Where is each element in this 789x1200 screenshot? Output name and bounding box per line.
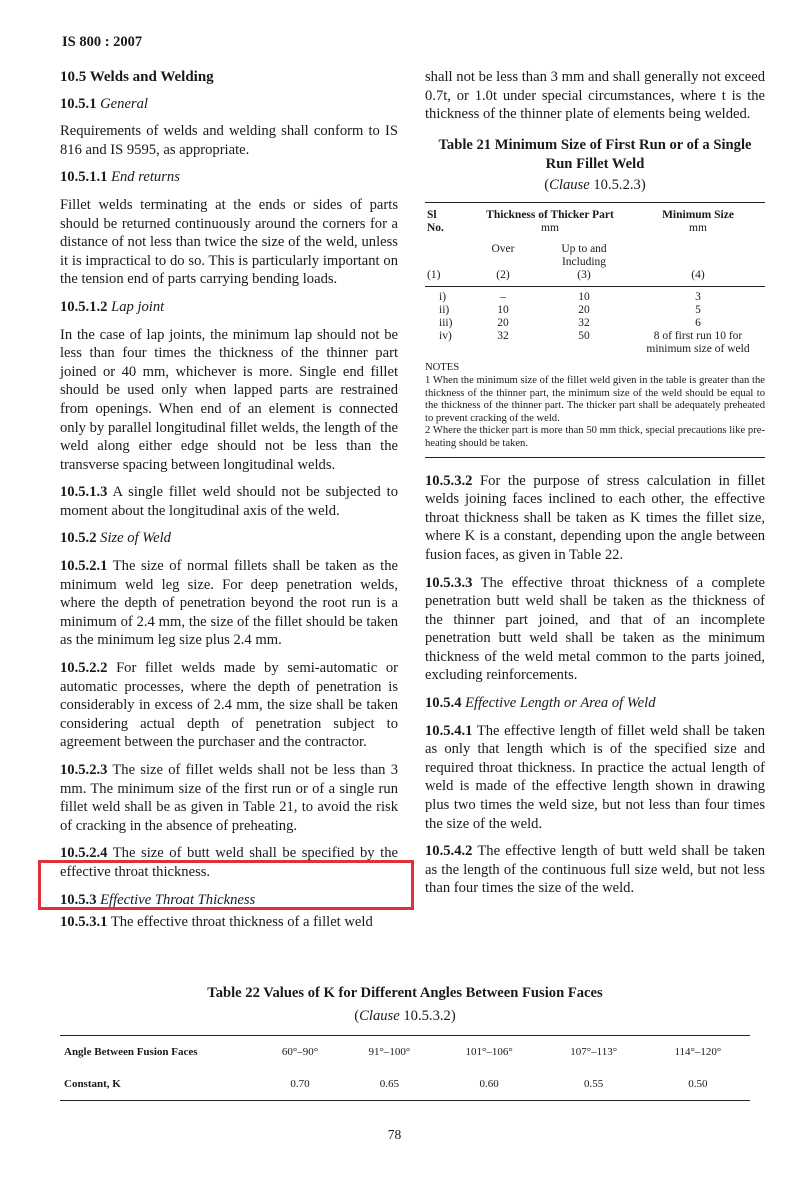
clause-10-5-1-2-text: In the case of lap joints, the minimum lap should not be less than four times the thickness of the thinner part joined or 40 mm, whichever is more. Single end fillet should be used only when lapped parts are restrained from openings. When end of an element is connected only by parallel longitudinal fillet welds, the length of the weld along either edge should not be less than the transverse spacing between longitudinal welds. bbox=[60, 326, 398, 473]
t21-colnum-2: (2) bbox=[496, 269, 510, 282]
clause-10-5-1-2-heading: 10.5.1.2 Lap joint bbox=[60, 298, 165, 315]
t21-colnum-1: (1) bbox=[427, 269, 441, 282]
table-21-notes: NOTES 1 When the minimum size of the fillet weld given in the table is greater than the thickness of the thinner part, the minimum size of the weld should be equal to the thickness of the thinner part. The thicker part shall be adequately preheated to prevent cracking of the weld. 2 Where the thicker part is more than 50 mm thick, special precautions like pre-heating should be taken. bbox=[425, 362, 765, 449]
clause-10-5-2-2: 10.5.2.2 For fillet welds made by semi-automatic or automatic processes, where the depth of penetration is considerably in excess of 2.4 mm, the size shall be taken considering actual depth of penetration subject to agreement between the purchaser and the contractor. bbox=[60, 660, 398, 751]
t21-header-minsize: Minimum Size mm bbox=[662, 209, 734, 235]
t21-subheader-over: Over bbox=[491, 243, 515, 256]
table-row: Constant, K 0.70 0.65 0.60 0.55 0.50 bbox=[60, 1068, 750, 1101]
clause-10-5-4-1: 10.5.4.1 The effective length of fillet weld shall be taken as only that length which is of the specified size and required throat thickness. In practice the actual length of weld is made of the effective length shown in drawing plus two times the weld size, but not less than four times the size of the weld. bbox=[425, 722, 765, 832]
clause-10-5-1-heading: 10.5.1 General bbox=[60, 95, 148, 112]
t21-colnum-3: (3) bbox=[577, 269, 591, 282]
clause-10-5-1-1-text: Fillet welds terminating at the ends or sides of parts should be returned continuously around the corners for a distance of not less than twice the size of the weld, unless it is impractical to do so. This is particularly important on the tension end of parts carrying bending loads. bbox=[60, 196, 398, 288]
clause-10-5-3-1: 10.5.3.1 The effective throat thickness of a fillet weld bbox=[60, 914, 373, 931]
clause-10-5-2-4: 10.5.2.4 The size of butt weld shall be specified by the effective throat thickness. bbox=[60, 845, 398, 880]
table-21-title: Table 21 Minimum Size of First Run or of a Single Run Fillet Weld bbox=[438, 136, 752, 172]
clause-10-5-4-heading: 10.5.4 Effective Length or Area of Weld bbox=[425, 695, 656, 712]
table-row: iv) 32 50 8 of first run 10 for minimum size of weld bbox=[439, 330, 750, 356]
clause-10-5-3-2: 10.5.3.2 For the purpose of stress calculation in fillet welds joining faces inclined to each other, the effective throat thickness shall be taken as K times the fillet size, where K is a constant, depending upon the angle between fusion faces, as given in Table 22. bbox=[425, 472, 765, 563]
table-22-clause: (Clause 10.5.3.2) bbox=[354, 1008, 456, 1024]
left-column bbox=[60, 68, 398, 941]
t21-header-thickness: Thickness of Thicker Part mm bbox=[486, 209, 614, 235]
table-21-clause: (Clause 10.5.2.3) bbox=[544, 176, 646, 193]
t21-header-sl: Sl No. bbox=[427, 209, 444, 235]
highlight-box bbox=[38, 860, 414, 910]
table-21 bbox=[425, 202, 765, 457]
running-header: IS 800 : 2007 bbox=[62, 34, 143, 50]
table-22-title: Table 22 Values of K for Different Angles Between Fusion Faces bbox=[207, 985, 603, 1001]
clause-10-5-1-3: 10.5.1.3 A single fillet weld should not be subjected to moment about the longitudinal axis of the weld. bbox=[60, 484, 399, 519]
section-10-5-heading: 10.5 Welds and Welding bbox=[60, 69, 214, 85]
table-row: i) – 10 3 bbox=[439, 291, 701, 304]
clause-10-5-1-1-heading: 10.5.1.1 End returns bbox=[60, 169, 180, 186]
clause-10-5-2-heading: 10.5.2 Size of Weld bbox=[60, 530, 171, 547]
right-column bbox=[425, 68, 765, 907]
clause-10-5-2-1: 10.5.2.1 The size of normal fillets shall be taken as the minimum weld leg size. For deep penetration welds, where the depth of penetration beyond the root run is a minimum of 2.4 mm, the size of the fillet should be taken as the minimum leg size plus 2.4 mm. bbox=[60, 558, 399, 649]
clause-10-5-1-text: Requirements of welds and welding shall conform to IS 816 and IS 9595, as appropriate. bbox=[60, 123, 398, 158]
t21-subheader-upto: Up to and Including bbox=[561, 243, 607, 269]
t21-colnum-4: (4) bbox=[691, 269, 705, 282]
clause-10-5-3-heading: 10.5.3 Effective Throat Thickness bbox=[60, 891, 256, 908]
table-row: ii) 10 20 5 bbox=[439, 304, 701, 317]
clause-10-5-3-1-continued: shall not be less than 3 mm and shall generally not exceed 0.7t, or 1.0t under special circumstances, where t is the thickness of the thinner plate of elements being welded. bbox=[425, 69, 765, 123]
table-22 bbox=[60, 985, 750, 1101]
clause-10-5-4-2: 10.5.4.2 The effective length of butt weld shall be taken as the length of the continuous full size weld, but not less than four times the size of the weld. bbox=[425, 843, 766, 897]
table-row: Angle Between Fusion Faces 60°–90° 91°–100° 101°–106° 107°–113° 114°–120° bbox=[60, 1036, 750, 1069]
table-row: iii) 20 32 6 bbox=[439, 317, 701, 330]
clause-10-5-3-3: 10.5.3.3 The effective throat thickness of a complete penetration butt weld shall be taken as the thickness of the thinner part joined, and that of an incomplete penetration butt weld shall be taken as the minimum thickness of the weld metal common to the parts joined, excluding reinforcements. bbox=[425, 574, 765, 684]
page-number: 78 bbox=[387, 1127, 402, 1142]
clause-10-5-2-3: 10.5.2.3 The size of fillet welds shall not be less than 3 mm. The minimum size of the first run or of a single run fillet weld shall be as given in Table 21, to avoid the risk of cracking in the absence of preheating. bbox=[60, 762, 398, 834]
